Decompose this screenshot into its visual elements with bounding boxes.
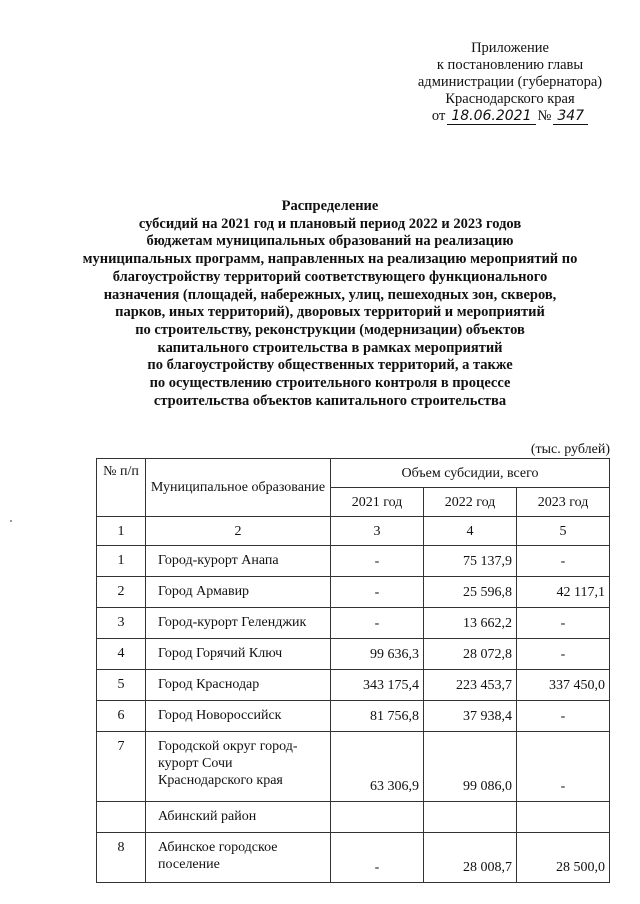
table-row [97, 670, 610, 701]
subsidy-2021: - [331, 608, 424, 639]
municipality-name [146, 732, 331, 802]
row-number: 7 [97, 732, 146, 802]
subsidy-2023: 28 500,0 [517, 833, 610, 883]
subsidy-2023: - [517, 701, 610, 732]
municipality-name [146, 546, 331, 577]
subsidy-2022 [424, 802, 517, 833]
municipality-name-line: Город-курорт Анапа [158, 553, 279, 568]
number-label: № [537, 108, 552, 124]
handwritten-date: 18.06.2021 [447, 108, 535, 125]
appendix-dateline [400, 108, 620, 125]
row-number [97, 802, 146, 833]
subsidy-2022: 28 072,8 [424, 639, 517, 670]
subsidy-2021: 343 175,4 [331, 670, 424, 701]
municipality-name [146, 608, 331, 639]
subsidy-2022: 25 596,8 [424, 577, 517, 608]
appendix-line: администрации (губернатора) [417, 74, 603, 90]
row-number: 4 [97, 639, 146, 670]
document-title [60, 198, 600, 410]
title-line: капитального строительства в рамках мероприятий [157, 339, 503, 356]
header-year: 2021 год [331, 488, 424, 517]
municipality-name [146, 833, 331, 883]
title-line: бюджетам муниципальных образований на реализацию [146, 233, 514, 250]
table-row [97, 802, 610, 833]
municipality-name-line: Город Армавир [158, 584, 250, 599]
subsidy-2021: 63 306,9 [331, 732, 424, 802]
subsidy-2021: - [331, 833, 424, 883]
margin-mark [10, 520, 12, 522]
subsidy-2022: 28 008,7 [424, 833, 517, 883]
title-line: муниципальных программ, направленных на реализацию мероприятий по [82, 251, 578, 268]
index-cell: 2 [146, 517, 331, 546]
municipality-name-line: Город Новороссийск [158, 708, 282, 723]
subsidy-2021: - [331, 546, 424, 577]
table-row [97, 608, 610, 639]
title-line: парков, иных территорий), дворовых территорий и мероприятий [115, 304, 545, 321]
table-row [97, 701, 610, 732]
municipality-name-line: поселение [158, 857, 220, 872]
units-label: (тыс. рублей) [530, 442, 610, 457]
subsidy-2023: - [517, 608, 610, 639]
row-number: 5 [97, 670, 146, 701]
row-number: 2 [97, 577, 146, 608]
row-number: 6 [97, 701, 146, 732]
table-row [97, 577, 610, 608]
table-row [97, 546, 610, 577]
municipality-name [146, 701, 331, 732]
municipality-name [146, 802, 331, 833]
subsidy-2023: - [517, 639, 610, 670]
appendix-line: Приложение [471, 40, 549, 56]
municipality-name-line: Абинское городское [158, 840, 278, 855]
subsidy-2023: - [517, 732, 610, 802]
appendix-line: Краснодарского края [445, 91, 575, 107]
subsidy-table [96, 458, 610, 883]
municipality-name-line: Краснодарского края [158, 773, 283, 788]
appendix-block [400, 40, 620, 125]
title-line: строительства объектов капитального строительства [153, 392, 507, 409]
subsidy-2021: 99 636,3 [331, 639, 424, 670]
subsidy-2021: 81 756,8 [331, 701, 424, 732]
row-number: 8 [97, 833, 146, 883]
municipality-name [146, 670, 331, 701]
municipality-name-line: Город Горячий Ключ [158, 646, 283, 661]
row-number: 3 [97, 608, 146, 639]
table-row [97, 639, 610, 670]
header-year: 2023 год [517, 488, 610, 517]
subsidy-2023: 42 117,1 [517, 577, 610, 608]
municipality-name-line: курорт Сочи [158, 756, 233, 771]
municipality-name-line: Город Краснодар [158, 677, 260, 692]
subsidy-2022: 37 938,4 [424, 701, 517, 732]
index-cell: 5 [517, 517, 610, 546]
title-line: по строительству, реконструкции (модернизации) объектов [135, 321, 525, 338]
header-num: № п/п [97, 459, 146, 517]
title-line: по осуществлению строительного контроля в процессе [149, 375, 511, 392]
subsidy-2023: - [517, 546, 610, 577]
table-row [97, 833, 610, 883]
index-cell: 4 [424, 517, 517, 546]
index-cell: 1 [97, 517, 146, 546]
row-number: 1 [97, 546, 146, 577]
title-line: по благоустройству общественных территорий, а также [147, 357, 513, 374]
subsidy-2021 [331, 802, 424, 833]
appendix-line: к постановлению главы [436, 57, 584, 73]
header-volume: Объем субсидии, всего [331, 459, 610, 488]
municipality-name [146, 577, 331, 608]
subsidy-2022: 75 137,9 [424, 546, 517, 577]
index-cell: 3 [331, 517, 424, 546]
municipality-name-line: Городской округ город- [158, 739, 298, 754]
from-label: от [431, 108, 446, 124]
municipality-name-line: Абинский район [158, 809, 257, 824]
title-line: Распределение [281, 198, 379, 214]
subsidy-2022: 223 453,7 [424, 670, 517, 701]
header-year: 2022 год [424, 488, 517, 517]
subsidy-2022: 99 086,0 [424, 732, 517, 802]
title-line: субсидий на 2021 год и плановый период 2022 и 2023 годов [138, 215, 522, 232]
subsidy-2023: 337 450,0 [517, 670, 610, 701]
title-line: назначения (площадей, набережных, улиц, пешеходных зон, скверов, [103, 286, 557, 303]
title-line: благоустройству территорий соответствующего функционального [112, 268, 548, 285]
subsidy-2022: 13 662,2 [424, 608, 517, 639]
handwritten-number: 347 [553, 108, 588, 125]
header-municipality: Муниципальное образование [146, 459, 331, 517]
table-row [97, 732, 610, 802]
municipality-name-line: Город-курорт Геленджик [158, 615, 307, 630]
municipality-name [146, 639, 331, 670]
subsidy-2023 [517, 802, 610, 833]
subsidy-2021: - [331, 577, 424, 608]
